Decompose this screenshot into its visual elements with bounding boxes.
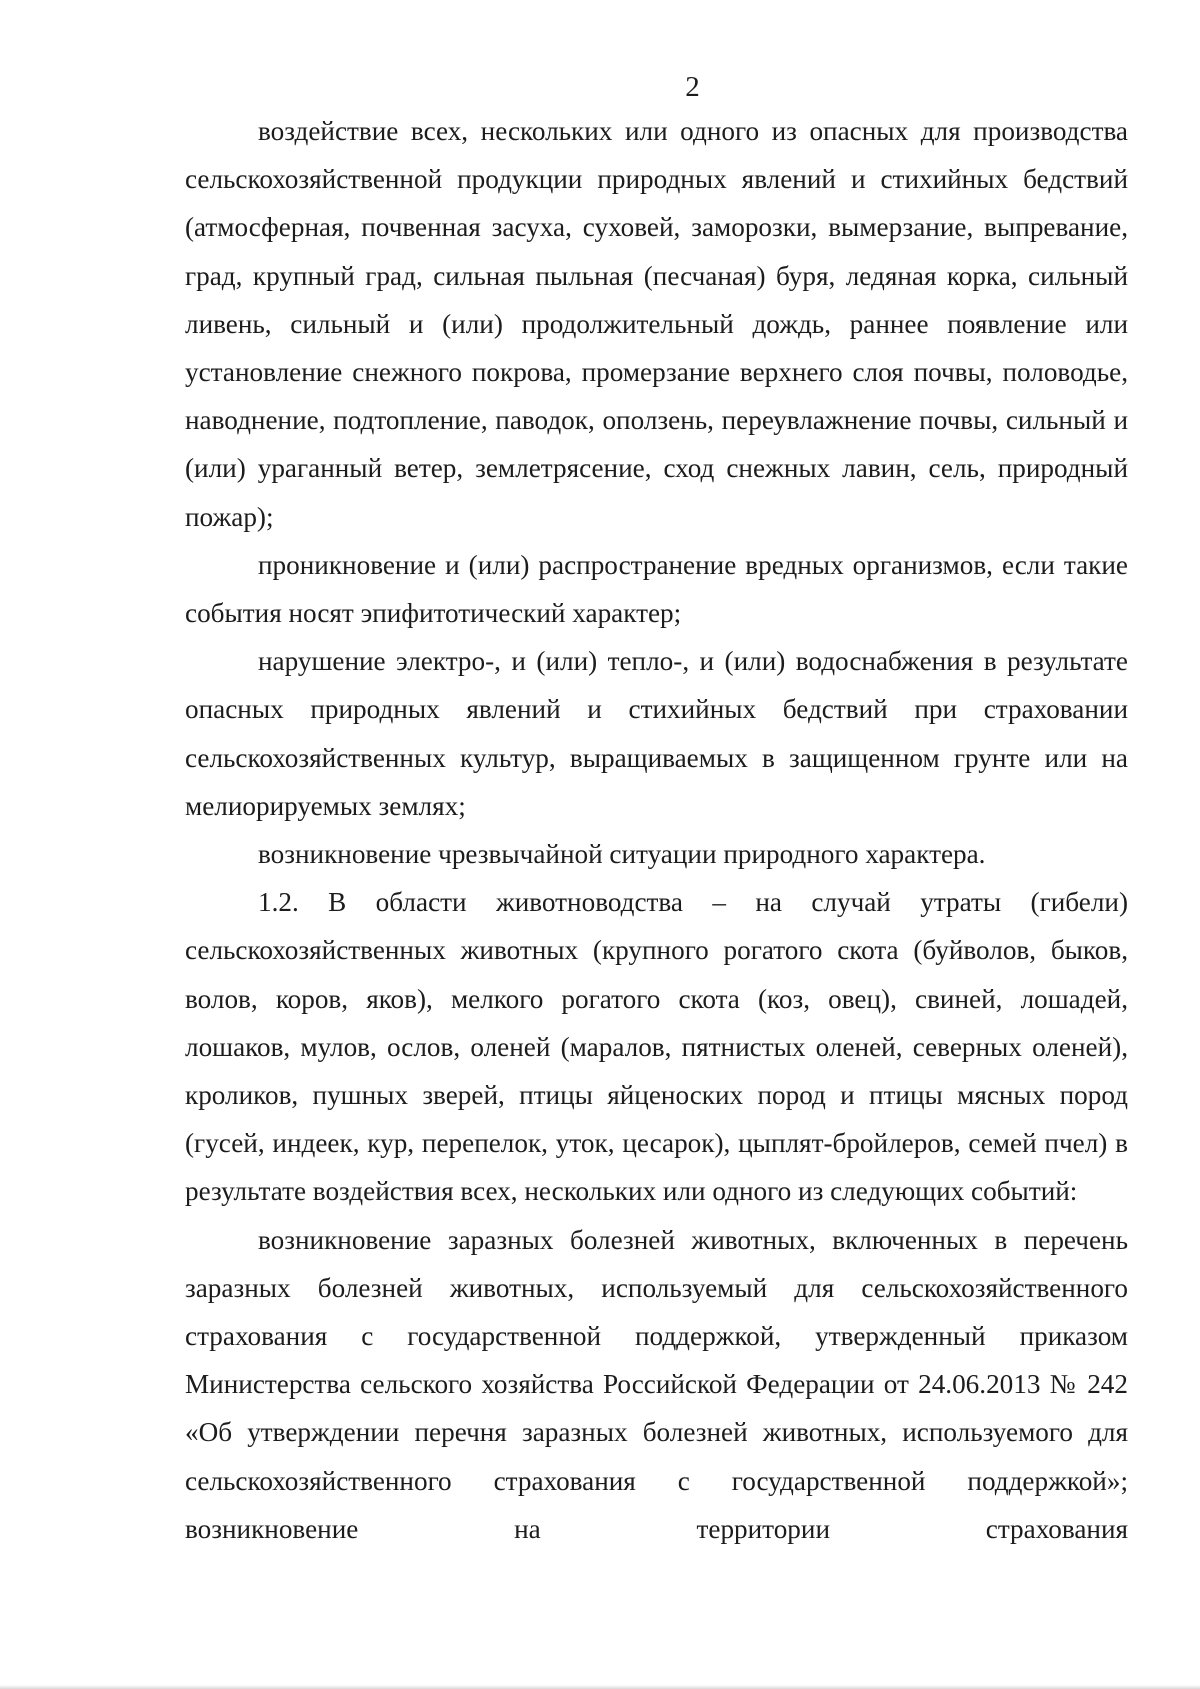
paragraph-emergency: возникновение чрезвычайной ситуации природного характера. bbox=[258, 839, 986, 870]
document-body bbox=[185, 107, 1128, 1553]
paragraph-utility-disruption: нарушение электро-, и (или) тепло-, и (или) водоснабжения в результате опасных природных явлений и стихийных бедствий при страховании сельскохозяйственных культур, выращиваемых в защищенном грунте или на мелиорируемых землях; bbox=[185, 646, 1128, 821]
paragraph-animal-diseases: возникновение заразных болезней животных, включенных в перечень заразных болезней животных, используемый для сельскохозяйственного страхования с государственной поддержкой, утвержденный приказом Министерства сельского хозяйства Российской Федерации от 24.06.2013 № 242 «Об утверждении перечня заразных болезней животных, используемого для сельскохозяйственного страхования с государственной поддержкой»; возникновение на территории страхования bbox=[185, 1224, 1128, 1544]
scan-edge-shadow bbox=[0, 1685, 1200, 1689]
paragraph-natural-hazards: воздействие всех, нескольких или одного из опасных для производства сельскохозяйственной продукции природных явлений и стихийных бедствий (атмосферная, почвенная засуха, суховей, заморозки, вымерзание, выпревание, град, крупный град, сильная пыльная (песчаная) буря, ледяная корка, сильный ливень, сильный и (или) продолжительный дождь, раннее появление или установление снежного покрова, промерзание верхнего слоя почвы, половодье, наводнение, подтопление, паводок, оползень, переувлажнение почвы, сильный и (или) ураганный ветер, землетрясение, сход снежных лавин, сель, природный пожар); bbox=[185, 116, 1128, 532]
page-number: 2 bbox=[685, 71, 700, 103]
paragraph-section-1-2-livestock: 1.2. В области животноводства – на случай утраты (гибели) сельскохозяйственных животных (крупного рогатого скота (буйволов, быков, волов, коров, яков), мелкого рогатого скота (коз, овец), свиней, лошадей, лошаков, мулов, ослов, оленей (маралов, пятнистых оленей, северных оленей), кроликов, пушных зверей, птицы яйценоских пород и птицы мясных пород (гусей, индеек, кур, перепелок, уток, цесарок), цыплят-бройлеров, семей пчел) в результате воздействия всех, нескольких или одного из следующих событий: bbox=[185, 887, 1128, 1207]
paragraph-harmful-organisms: проникновение и (или) распространение вредных организмов, если такие события носят эпифитотический характер; bbox=[185, 549, 1128, 629]
